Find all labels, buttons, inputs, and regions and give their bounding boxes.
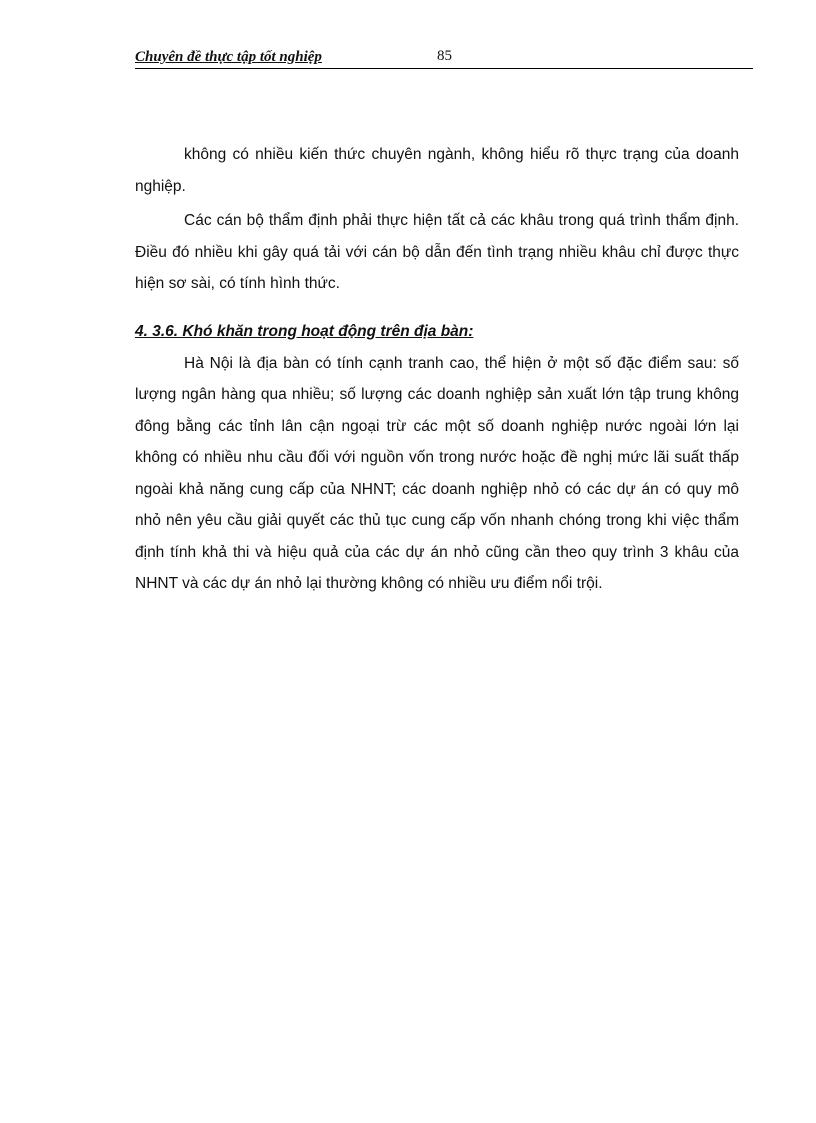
header-title: Chuyên đề thực tập tốt nghiệp <box>135 49 322 65</box>
document-body <box>135 139 739 600</box>
section-heading: 4. 3.6. Khó khăn trong hoạt động trên địa bàn: <box>135 322 474 340</box>
page-number: 85 <box>437 48 452 64</box>
paragraph-continued: không có nhiều kiến thức chuyên ngành, không hiểu rõ thực trạng của doanh nghiệp. <box>135 146 739 195</box>
paragraph-appraisal-staff: Các cán bộ thẩm định phải thực hiện tất cả các khâu trong quá trình thẩm định. Điều đó nhiều khi gây quá tải với cán bộ dẫn đến tình trạng nhiều khâu chỉ được thực hiện sơ sài, có tính hình thức. <box>135 212 739 292</box>
paragraph-hanoi-competition: Hà Nội là địa bàn có tính cạnh tranh cao, thể hiện ở một số đặc điểm sau: số lượng ngân hàng qua nhiều; số lượng các doanh nghiệp sản xuất lớn tập trung không đông bằng các tỉnh lân cận ngoại trừ các một số doanh nghiệp nước ngoài lớn lại không có nhiều nhu cầu đối với nguồn vốn trong nước hoặc đề nghị mức lãi suất thấp ngoài khả năng cung cấp của NHNT; các doanh nghiệp nhỏ có các dự án có quy mô nhỏ nên yêu cầu giải quyết các thủ tục cung cấp vốn nhanh chóng trong khi việc thẩm định tính khả thi và hiệu quả của các dự án nhỏ cũng cần theo quy trình 3 khâu của NHNT và các dự án nhỏ lại thường không có nhiều ưu điểm nổi trội. <box>135 354 739 592</box>
page-header <box>135 48 753 69</box>
